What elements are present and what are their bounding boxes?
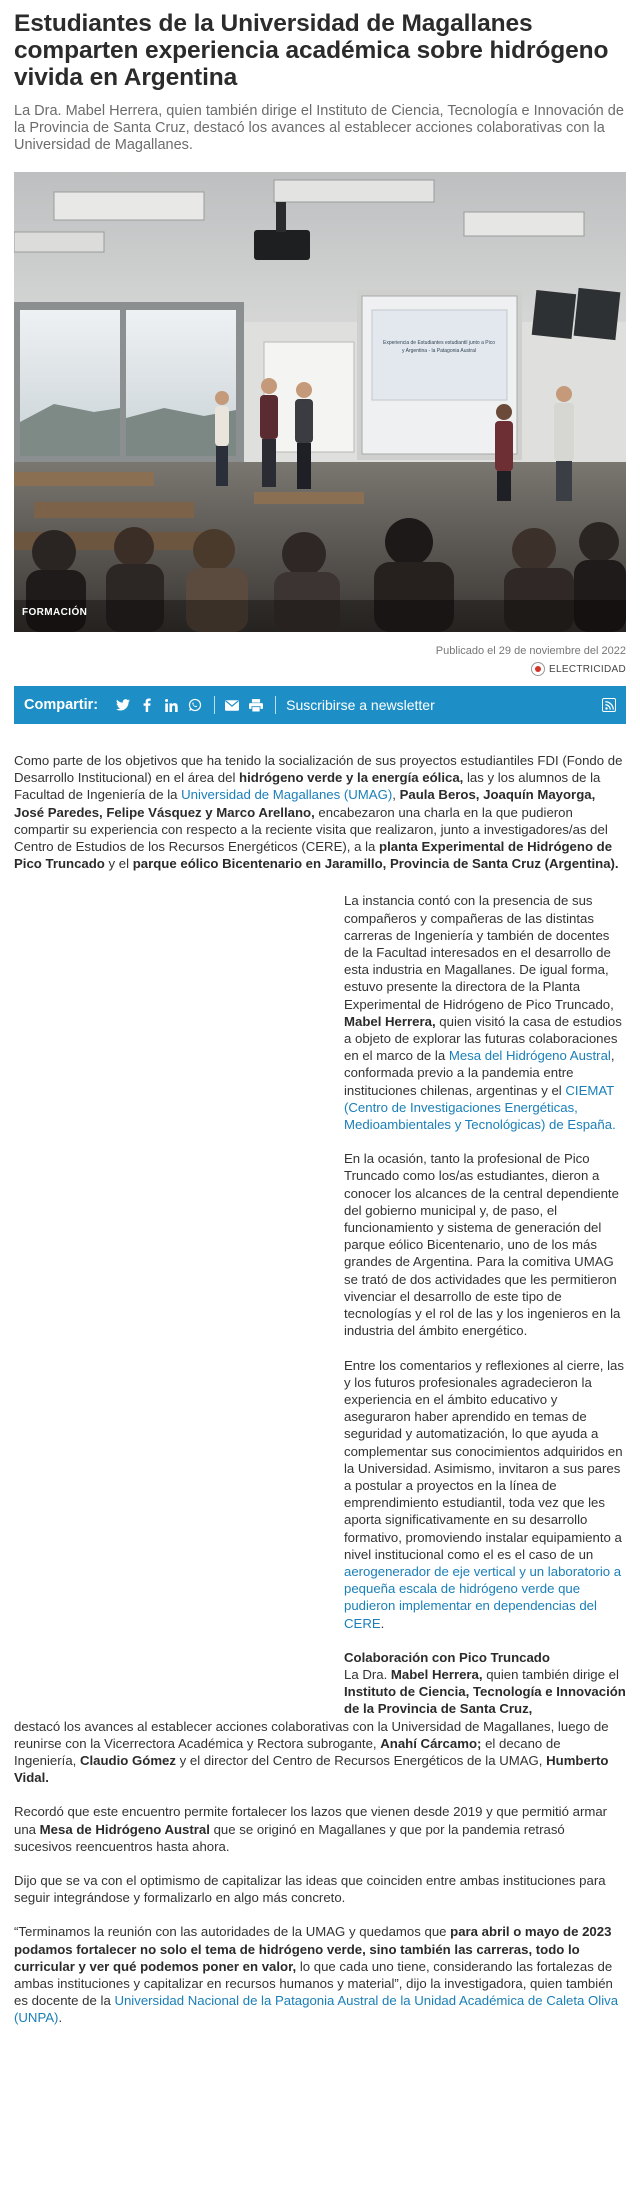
text: La Dra. [344,1666,391,1682]
linkedin-icon[interactable] [164,698,178,712]
share-label: Compartir: [24,697,99,713]
ciemat-link[interactable]: CIEMAT (Centro de Investigaciones Energéticas, Medioambientales y Tecnológicas) de España. [344,1082,616,1133]
bold-text: Mabel Herrera, [344,1013,436,1029]
rss-icon[interactable] [602,698,616,712]
umag-link[interactable]: Universidad de Magallanes (UMAG) [181,787,393,803]
text: , conformada previo a la pandemia entre instituciones chilenas, argentinas y el [344,1048,615,1098]
unpa-link[interactable]: Universidad Nacional de la Patagonia Austral de la Unidad Académica de Caleta Oliva (UNPA) [14,1993,619,2026]
projection-text-1: Experiencia de Estudiantes estudiantil junto a Pico [382,340,496,346]
paragraph-quote [14,1923,626,2026]
bold-text: Claudio Gómez [79,1752,176,1768]
bold-text: hidrógeno verde y la energía eólica, [239,770,464,786]
text: que se originó en Magallanes y que por la pandemia retrasó sucesivos reencuentros hasta ahora. [14,1821,565,1854]
bold-text: Mabel Herrera, [390,1666,483,1682]
paragraph-occasion: En la ocasión, tanto la profesional de Pico Truncado como los/as estudiantes, dieron a conocer los alcances de la central dependiente del gobierno municipal y, de paso, el funcionamiento y sistema de generación del parque eólico Bicentenario, uno de los más grandes de Argentina. Para la comitiva UMAG se trató de dos actividades que les permitieron vivenciar el desarrollo de este tipo de tecnologías y el rol de las y los ingenieros en la industria del ámbito energético. [344,1151,621,1339]
article-title: Estudiantes de la Universidad de Magallanes comparten experiencia académica sobre hidrógeno vivida en Argentina [14,10,609,91]
paragraph-mesa [14,1803,626,1855]
projection-text-2: y Argentina - la Patagonia Austral [402,348,476,354]
share-divider [214,696,215,714]
article-meta [14,644,626,676]
collab-head [344,1649,626,1718]
article-photo [14,172,626,632]
facebook-icon[interactable] [140,698,154,712]
bold-text: para abril o mayo de 2023 podamos fortalecer no solo el tema de hidrógeno verde, sino también las carreras, todo lo curricular y ver qué podemos poner en valor, [14,1924,612,1974]
text: y el [104,856,133,872]
text: . [380,1615,385,1631]
text: Entre los comentarios y reflexiones al cierre, las y los futuros profesionales agradecieron la experiencia en el ámbito educativo y aseguraron haber aprendido en temas de seguridad y automatización, lo que ayuda a complementar sus conocimientos adquiridos en la Universidad. Asimismo, invitaron a sus pares a postular a proyectos en la línea de emprendimiento estudiantil, toda vez que les aporta significativamente en su desarrollo formativo, promoviendo instalar equipamiento a nivel institucional como el es el caso de un [344,1357,624,1562]
bold-text: planta Experimental de Hidrógeno de Pico Truncado [14,839,613,872]
topic-tag-icon [531,662,545,676]
section-subtitle: Colaboración con Pico Truncado [344,1649,550,1665]
text: y el director del Centro de Recursos Energéticos de la UMAG, [175,1752,547,1768]
aerogenerador-link[interactable]: aerogenerador de eje vertical y un laboratorio a pequeña escala de hidrógeno verde que pudieron implementar en dependencias del CERE [344,1563,622,1631]
paragraph-intro [14,752,626,872]
bold-text: Mesa de Hidrógeno Austral [39,1821,210,1837]
text: “Terminamos la reunión con las autoridades de la UMAG y quedamos que [14,1924,451,1940]
email-icon[interactable] [225,698,239,712]
mesa-hidrogeno-link[interactable]: Mesa del Hidrógeno Austral [448,1048,611,1064]
article-body [14,752,626,2027]
whatsapp-icon[interactable] [188,698,202,712]
student-names: Paula Beros, Joaquín Mayorga, José Paredes, Felipe Vásquez y Marco Arellano, [14,787,596,820]
category-label: FORMACIÓN [22,607,88,618]
article-lead: La Dra. Mabel Herrera, quien también dirige el Instituto de Ciencia, Tecnología e Innovación de la Provincia de Santa Cruz, destacó los avances al establecer acciones colaborativas con la Universidad de Magallanes. [14,103,624,153]
text: quien visitó la casa de estudios a objeto de explorar las futuras colaboraciones en el marco de la [344,1013,622,1064]
text: lo que cada uno tiene, considerando las fortalezas de ambas instituciones y capitalizar en recursos humanos y material”, dijo la investigadora, quien también es docente de la [14,1958,613,2009]
text: La instancia contó con la presencia de sus compañeros y compañeras de las distintas carreras de Ingeniería y también de docentes de la Facultad interesados en el desarrollo de esta industria en Magallanes. De igual forma, estuvo presente la directora de la Planta Experimental de Hidrógeno de Pico Truncado, [344,893,614,1012]
text: Recordó que este encuentro permite fortalecer los lazos que vienen desde 2019 y que permitió armar una [14,1804,608,1837]
publish-date: Publicado el 29 de noviembre del 2022 [435,645,626,657]
topic-tag-label: ELECTRICIDAD [549,663,626,675]
right-column [344,892,626,1631]
twitter-icon[interactable] [116,698,130,712]
paragraph-collaboration [14,1649,626,1787]
bold-text: Humberto Vidal. [14,1752,609,1786]
text: las y los alumnos de la Facultad de Ingeniería de la [14,770,601,803]
paragraph-optimism: Dijo que se va con el optimismo de capitalizar las ideas que coinciden entre ambas instituciones para seguir integrándose y formalizarlo en algo más concreto. [14,1872,606,1906]
text: , [392,787,400,803]
topic-tag[interactable] [14,662,626,676]
bold-text: parque eólico Bicentenario en Jaramillo, Provincia de Santa Cruz (Argentina). [132,856,619,872]
share-bar [14,686,626,724]
text: el decano de Ingeniería, [14,1735,561,1768]
text: . [58,2010,63,2026]
text: encabezaron una charla en la que pudieron compartir su experiencia con respecto a la reciente visita que realizaron, junto a investigadores/as del Centro de Estudios de los Recursos Energéticos (CERE), a la [14,804,608,855]
paragraph-comments [344,1357,626,1632]
text: Como parte de los objetivos que ha tenido la socialización de sus proyectos estudiantiles FDI (Fondo de Desarrollo Institucional) en el área del [14,753,623,786]
paragraph-attendance [344,892,626,1133]
bold-text: Anahí Cárcamo; [380,1735,482,1751]
print-icon[interactable] [249,698,263,712]
bold-text: Instituto de Ciencia, Tecnología e Innovación de la Provincia de Santa Cruz, [344,1684,626,1717]
share-divider-2 [275,696,276,714]
classroom-photo [14,172,626,632]
newsletter-link[interactable]: Suscribirse a newsletter [286,697,435,713]
text: quien también dirige el [482,1666,619,1682]
text: destacó los avances al establecer acciones colaborativas con la Universidad de Magallanes, luego de reunirse con la Vicerrectora Académica y Rectora subrogante, [14,1718,609,1751]
